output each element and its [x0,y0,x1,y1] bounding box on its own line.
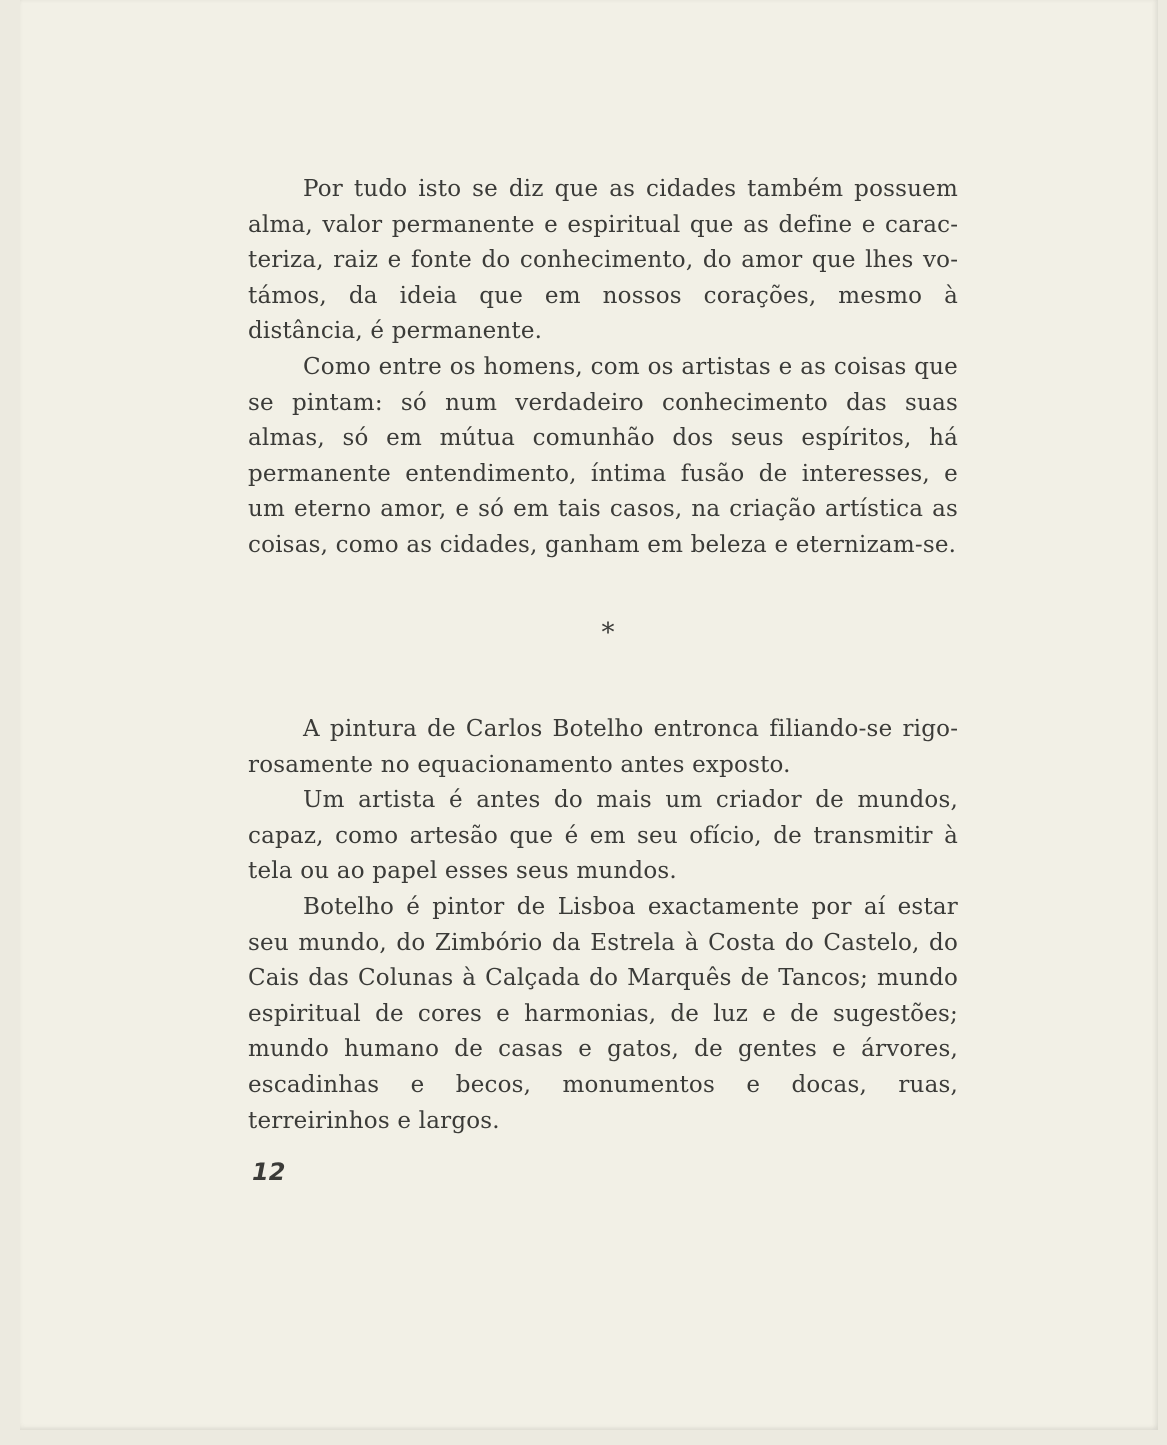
paragraph: Botelho é pintor de Lisboa exactamente por aí estar seu mundo, do Zimbório da Estrela à Costa do Castelo, do Cais das Colunas à Calçada do Marquês de Tancos; mundo espiritual de cores e harmonias, de luz e de sugestões; mundo humano de casas e gatos, de gentes e árvores, escadinhas e becos, monumentos e docas, ruas, terreirinhos e largos. [248,893,958,1134]
paragraph: A pintura de Carlos Botelho entronca filiando-se rigorosamente no equacionamento antes exposto. [248,716,958,778]
paragraph: Por tudo isto se diz que as cidades também possuem alma, valor permanente e espiritual que as define e caracteriza, raiz e fonte do conhecimento, do amor que lhes votámos, da ideia que em nossos corações, mesmo à distância, é permanente. [248,176,958,345]
text-section-1 [248,172,958,564]
section-separator: * [601,618,615,648]
page-number: 12 [252,1158,286,1186]
text-section-2 [248,712,958,1139]
paragraph: Como entre os homens, com os artistas e as coisas que se pintam: só num verdadeiro conhecimento das suas almas, só em mútua comunhão dos seus espíritos, há permanente entendimento, íntima fusão de interesses, e um eterno amor, e só em tais casos, na criação artística as coisas, como as cidades, ganham em beleza e eternizam-se. [248,353,958,558]
paragraph: Um artista é antes do mais um criador de mundos, capaz, como artesão que é em seu ofício, de transmitir à tela ou ao papel esses seus mundos. [248,787,958,885]
